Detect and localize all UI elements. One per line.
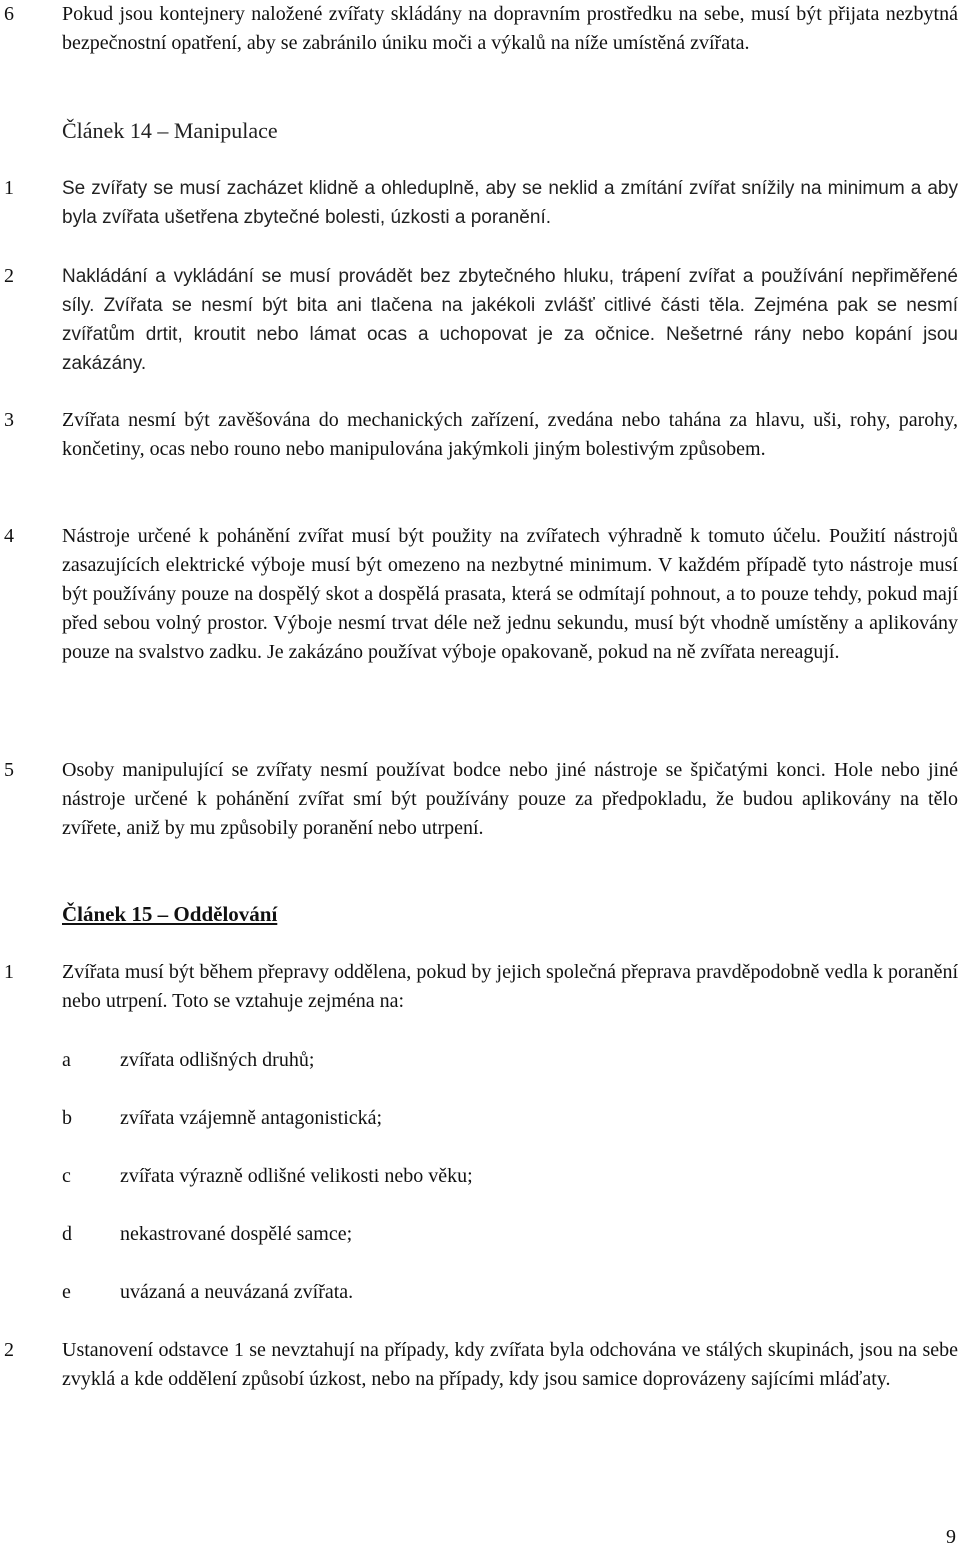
- page-number: 9: [946, 1526, 956, 1548]
- item-letter: d: [62, 1223, 72, 1245]
- paragraph-text: Nástroje určené k pohánění zvířat musí být použity na zvířatech výhradně k tomuto účelu. Použití nástrojů zasazujících elektrické výboje musí být omezeno na nezbytné minimum. V každém případě tyto nástroje musí být používány pouze na dospělý skot a dospělá prasata, která se odmítají pohnout, a to pouze tehdy, pokud mají před sebou volný prostor. Výboje nesmí trvat déle než jednu sekundu, musí být vhodně umístěny a aplikovány pouze na svalstvo zadku. Je zakázáno používat výboje opakovaně, pokud na ně zvířata nereagují.: [62, 525, 958, 663]
- paragraph-number: 5: [4, 759, 14, 781]
- article-14-paragraph-5: [0, 756, 958, 843]
- paragraph-text: Zvířata musí být během přepravy oddělena, pokud by jejich společná přeprava pravděpodobně vedla k poranění nebo utrpení. Toto se vztahuje zejména na:: [62, 961, 958, 1012]
- paragraph-text: Nakládání a vykládání se musí provádět bez zbytečného hluku, trápení zvířat a používání nepřiměřené síly. Zvířata se nesmí být bita ani tlačena na jakékoli zvlášť citlivé části těla. Zejména pak se nesmí zvířatům drtit, kroutit nebo lámat ocas a uchopovat je za očnice. Nešetrné rány nebo kopání jsou zakázány.: [62, 266, 958, 374]
- paragraph-number: 3: [4, 409, 14, 431]
- paragraph-6: [0, 0, 958, 58]
- list-item: [0, 1220, 958, 1249]
- paragraph-text: Osoby manipulující se zvířaty nesmí používat bodce nebo jiné nástroje se špičatými konci. Hole nebo jiné nástroje určené k pohánění zvířat smí být používány pouze za předpokladu, že budou aplikovány na tělo zvířete, aniž by mu způsobily poranění nebo utrpení.: [62, 759, 958, 839]
- paragraph-number: 1: [4, 177, 14, 199]
- item-letter: b: [62, 1107, 72, 1129]
- list-item: [0, 1278, 958, 1307]
- list-item: [0, 1046, 958, 1075]
- paragraph-text: Ustanovení odstavce 1 se nevztahují na případy, kdy zvířata byla odchována ve stálých skupinách, jsou na sebe zvyklá a kde oddělení způsobí úzkost, nebo na případy, kdy jsou samice doprovázeny sajícími mláďaty.: [62, 1339, 958, 1390]
- article-14-paragraph-4: [0, 522, 958, 667]
- list-item: [0, 1104, 958, 1133]
- item-text: nekastrované dospělé samce;: [120, 1223, 353, 1245]
- paragraph-text: Se zvířaty se musí zacházet klidně a ohleduplně, aby se neklid a zmítání zvířat snížily na minimum a aby byla zvířata ušetřena zbytečné bolesti, úzkosti a poranění.: [62, 178, 958, 228]
- paragraph-number: 2: [4, 265, 14, 287]
- paragraph-number: 1: [4, 961, 14, 983]
- article-14-paragraph-3: [0, 406, 958, 464]
- article-14-paragraph-2: [0, 262, 958, 378]
- item-letter: c: [62, 1165, 71, 1187]
- article-14-heading: Článek 14 – Manipulace: [62, 118, 278, 143]
- item-text: zvířata výrazně odlišné velikosti nebo věku;: [120, 1165, 473, 1187]
- paragraph-number: 2: [4, 1339, 14, 1361]
- article-15-paragraph-1: [0, 958, 958, 1016]
- paragraph-number: 4: [4, 525, 14, 547]
- article-15-heading: Článek 15 – Oddělování: [62, 902, 278, 926]
- item-text: zvířata odlišných druhů;: [120, 1049, 315, 1071]
- list-item: [0, 1162, 958, 1191]
- article-15-paragraph-2: [0, 1336, 958, 1394]
- item-text: uvázaná a neuvázaná zvířata.: [120, 1281, 354, 1303]
- paragraph-number: 6: [4, 3, 14, 25]
- item-letter: e: [62, 1281, 71, 1303]
- paragraph-text: Pokud jsou kontejnery naložené zvířaty skládány na dopravním prostředku na sebe, musí být přijata nezbytná bezpečnostní opatření, aby se zabránilo úniku moči a výkalů na níže umístěná zvířata.: [62, 3, 958, 54]
- paragraph-text: Zvířata nesmí být zavěšována do mechanických zařízení, zvedána nebo tahána za hlavu, uši, rohy, parohy, končetiny, ocas nebo rouno nebo manipulována jakýmkoli jiným bolestivým způsobem.: [62, 409, 958, 460]
- item-text: zvířata vzájemně antagonistická;: [120, 1107, 383, 1129]
- article-14-paragraph-1: [0, 174, 958, 232]
- item-letter: a: [62, 1049, 71, 1071]
